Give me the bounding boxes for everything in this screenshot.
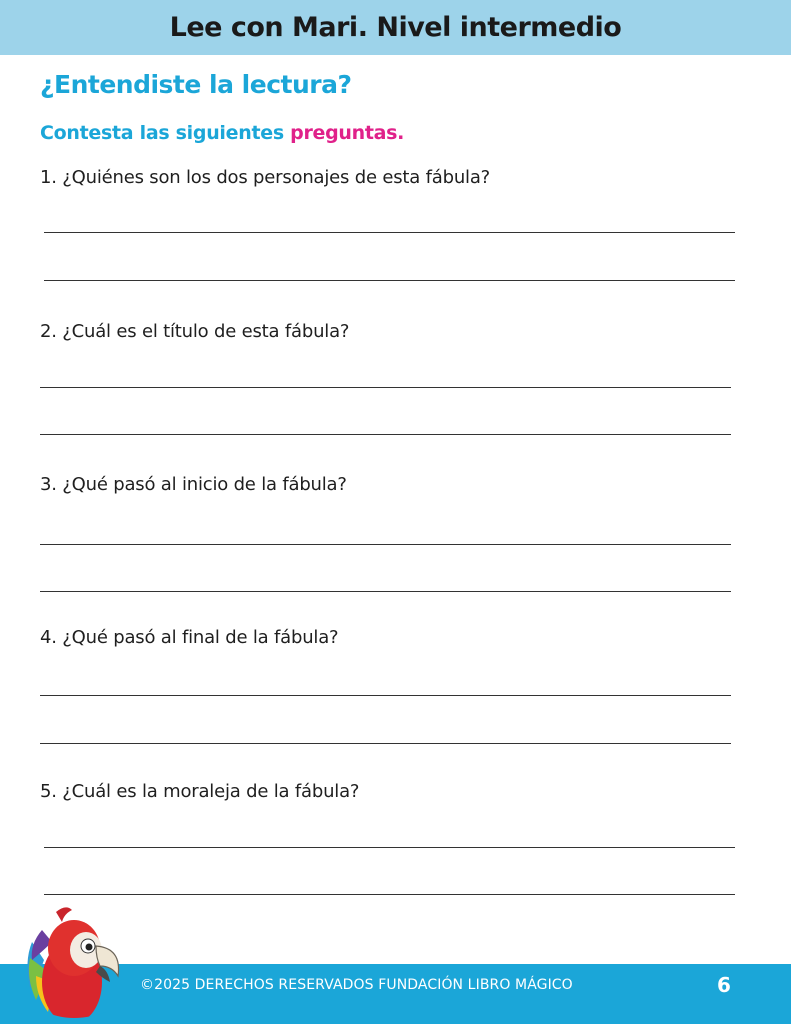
- answer-line-3b[interactable]: [40, 591, 731, 592]
- answer-line-4a[interactable]: [40, 695, 731, 696]
- page-number: 6: [717, 973, 731, 997]
- answer-line-4b[interactable]: [40, 743, 731, 744]
- answer-line-1a[interactable]: [44, 232, 735, 233]
- answer-line-1b[interactable]: [44, 280, 735, 281]
- answer-line-5a[interactable]: [44, 847, 735, 848]
- header-title: Lee con Mari. Nivel intermedio: [169, 12, 622, 43]
- instructions: [40, 122, 404, 144]
- question-1: 1. ¿Quiénes son los dos personajes de esta fábula?: [40, 167, 491, 188]
- answer-line-3a[interactable]: [40, 544, 731, 545]
- answer-line-5b[interactable]: [44, 894, 735, 895]
- section-title: ¿Entendiste la lectura?: [40, 70, 352, 99]
- question-3: 3. ¿Qué pasó al inicio de la fábula?: [40, 474, 347, 495]
- question-2: 2. ¿Cuál es el título de esta fábula?: [40, 321, 350, 342]
- answer-line-2a[interactable]: [40, 387, 731, 388]
- page-header: [0, 0, 791, 55]
- instructions-text: Contesta las siguientes: [40, 122, 291, 144]
- question-4: 4. ¿Qué pasó al final de la fábula?: [40, 627, 339, 648]
- question-5: 5. ¿Cuál es la moraleja de la fábula?: [40, 781, 360, 802]
- answer-line-2b[interactable]: [40, 434, 731, 435]
- copyright-text: ©2025 DERECHOS RESERVADOS FUNDACIÓN LIBRO MÁGICO: [140, 977, 573, 993]
- instructions-accent: preguntas.: [290, 122, 405, 144]
- parrot-mascot-icon: [22, 902, 132, 1024]
